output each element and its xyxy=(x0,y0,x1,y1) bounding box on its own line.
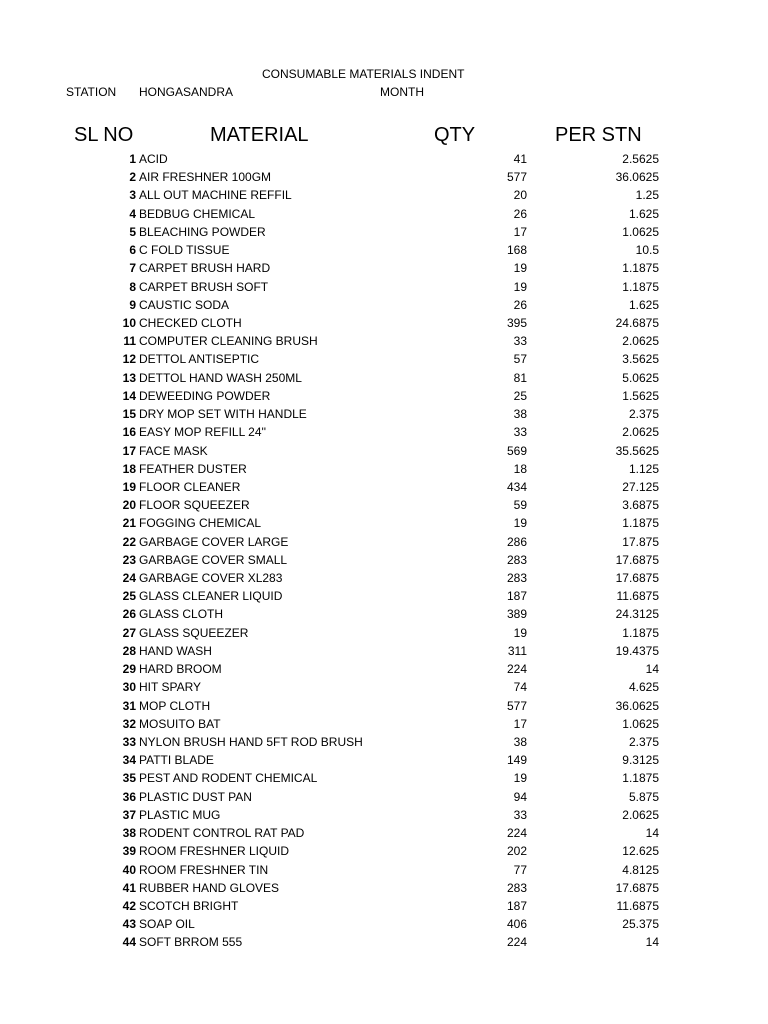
per-stn-cell: 10.5 xyxy=(635,243,659,258)
sl-no-cell: 19 xyxy=(122,479,136,494)
material-cell: C FOLD TISSUE xyxy=(139,243,230,258)
per-stn-cell: 1.1875 xyxy=(622,516,659,531)
table-row xyxy=(0,478,768,496)
material-cell: DEWEEDING POWDER xyxy=(139,388,271,403)
table-row xyxy=(0,223,768,241)
table-row xyxy=(0,278,768,296)
qty-cell: 224 xyxy=(506,935,527,950)
per-stn-cell: 12.625 xyxy=(622,844,659,859)
qty-cell: 26 xyxy=(513,297,527,312)
per-stn-cell: 1.1875 xyxy=(622,279,659,294)
material-cell: EASY MOP REFILL 24'' xyxy=(139,425,267,440)
sl-no-cell: 12 xyxy=(122,352,136,367)
sl-no-cell: 36 xyxy=(122,789,136,804)
table-row xyxy=(0,933,768,951)
qty-cell: 17 xyxy=(513,224,527,239)
per-stn-cell: 35.5625 xyxy=(615,443,659,458)
per-stn-cell: 36.0625 xyxy=(615,698,659,713)
sl-no-cell: 21 xyxy=(122,516,136,531)
sl-no-cell: 34 xyxy=(122,753,136,768)
qty-cell: 81 xyxy=(513,370,527,385)
material-cell: FEATHER DUSTER xyxy=(139,461,247,476)
table-row xyxy=(0,897,768,915)
per-stn-cell: 4.625 xyxy=(628,680,659,695)
table-row xyxy=(0,587,768,605)
qty-cell: 224 xyxy=(506,826,527,841)
qty-cell: 19 xyxy=(513,771,527,786)
table-row xyxy=(0,678,768,696)
table-row xyxy=(0,806,768,824)
station-value: HONGASANDRA xyxy=(139,85,234,99)
per-stn-cell: 1.1875 xyxy=(622,625,659,640)
per-stn-cell: 17.6875 xyxy=(615,880,659,895)
table-row xyxy=(0,442,768,460)
sl-no-cell: 33 xyxy=(122,735,136,749)
qty-cell: 26 xyxy=(513,206,527,221)
qty-cell: 33 xyxy=(513,807,527,822)
per-stn-cell: 24.6875 xyxy=(615,315,659,330)
material-cell: BEDBUG CHEMICAL xyxy=(139,206,256,221)
per-stn-cell: 17.6875 xyxy=(615,552,659,567)
table-row xyxy=(0,715,768,733)
station-label: STATION xyxy=(66,85,117,99)
per-stn-cell: 36.0625 xyxy=(615,170,659,185)
sl-no-cell: 13 xyxy=(122,370,136,385)
header-per-stn: PER STN xyxy=(555,124,642,146)
per-stn-cell: 1.125 xyxy=(628,461,659,476)
sl-no-cell: 5 xyxy=(129,224,136,239)
table-row xyxy=(0,259,768,277)
sl-no-cell: 39 xyxy=(122,844,136,859)
qty-cell: 19 xyxy=(513,625,527,640)
table-row xyxy=(0,387,768,405)
table-row xyxy=(0,405,768,423)
material-cell: ROOM FRESHNER LIQUID xyxy=(139,844,290,859)
per-stn-cell: 1.0625 xyxy=(622,224,659,239)
material-cell: DETTOL ANTISEPTIC xyxy=(139,352,260,367)
sl-no-cell: 25 xyxy=(122,589,136,604)
material-cell: DRY MOP SET WITH HANDLE xyxy=(139,407,307,422)
per-stn-cell: 27.125 xyxy=(622,479,659,494)
material-cell: SOFT BRROM 555 xyxy=(139,935,243,950)
sl-no-cell: 1 xyxy=(129,152,136,166)
sl-no-cell: 17 xyxy=(122,443,136,458)
table-row xyxy=(0,861,768,879)
per-stn-cell: 4.8125 xyxy=(622,862,659,877)
per-stn-cell: 2.375 xyxy=(628,407,659,422)
month-label: MONTH xyxy=(380,85,424,99)
table-row xyxy=(0,332,768,350)
material-cell: HAND WASH xyxy=(139,643,212,658)
material-cell: MOSUITO BAT xyxy=(139,716,221,731)
qty-cell: 286 xyxy=(506,534,527,549)
qty-cell: 59 xyxy=(513,498,527,513)
qty-cell: 77 xyxy=(513,862,527,877)
qty-cell: 38 xyxy=(513,407,527,422)
per-stn-cell: 3.5625 xyxy=(622,352,659,367)
qty-cell: 577 xyxy=(506,170,527,185)
materials-table xyxy=(0,150,768,952)
qty-cell: 406 xyxy=(506,917,527,932)
material-cell: HARD BROOM xyxy=(139,662,222,677)
sl-no-cell: 10 xyxy=(122,315,136,330)
material-cell: BLEACHING POWDER xyxy=(139,224,266,239)
table-row xyxy=(0,733,768,751)
material-cell: ROOM FRESHNER TIN xyxy=(139,862,269,877)
per-stn-cell: 19.4375 xyxy=(615,643,659,658)
material-cell: FACE MASK xyxy=(139,443,208,458)
sl-no-cell: 38 xyxy=(122,826,136,841)
per-stn-cell: 14 xyxy=(645,935,659,950)
table-row xyxy=(0,642,768,660)
material-cell: ACID xyxy=(139,152,168,166)
sl-no-cell: 15 xyxy=(122,407,136,422)
table-row xyxy=(0,533,768,551)
qty-cell: 41 xyxy=(513,152,527,166)
material-cell: MOP CLOTH xyxy=(139,698,211,713)
sl-no-cell: 30 xyxy=(122,680,136,695)
qty-cell: 149 xyxy=(506,753,527,768)
table-row xyxy=(0,296,768,314)
per-stn-cell: 25.375 xyxy=(622,917,659,932)
material-cell: PEST AND RODENT CHEMICAL xyxy=(139,771,318,786)
sl-no-cell: 26 xyxy=(122,607,136,622)
table-row xyxy=(0,551,768,569)
material-cell: PATTI BLADE xyxy=(139,753,214,768)
table-row xyxy=(0,660,768,678)
material-cell: CHECKED CLOTH xyxy=(139,315,242,330)
table-row xyxy=(0,824,768,842)
sl-no-cell: 9 xyxy=(129,297,136,312)
qty-cell: 283 xyxy=(506,880,527,895)
material-cell: NYLON BRUSH HAND 5FT ROD BRUSH xyxy=(139,735,363,749)
table-row xyxy=(0,769,768,787)
table-row xyxy=(0,569,768,587)
per-stn-cell: 1.1875 xyxy=(622,261,659,276)
per-stn-cell: 11.6875 xyxy=(616,898,659,913)
per-stn-cell: 1.625 xyxy=(628,206,659,221)
sl-no-cell: 35 xyxy=(122,771,136,786)
sl-no-cell: 18 xyxy=(122,461,136,476)
qty-cell: 202 xyxy=(506,844,527,859)
sl-no-cell: 40 xyxy=(122,862,136,877)
qty-cell: 187 xyxy=(506,898,527,913)
qty-cell: 19 xyxy=(513,279,527,294)
table-row xyxy=(0,350,768,368)
sl-no-cell: 43 xyxy=(122,917,136,932)
sl-no-cell: 7 xyxy=(129,261,136,276)
per-stn-cell: 24.3125 xyxy=(615,607,659,622)
table-row xyxy=(0,697,768,715)
qty-cell: 74 xyxy=(513,680,527,695)
material-cell: PLASTIC MUG xyxy=(139,807,221,822)
table-row xyxy=(0,423,768,441)
table-row xyxy=(0,369,768,387)
table-row xyxy=(0,460,768,478)
per-stn-cell: 2.0625 xyxy=(622,425,659,440)
table-row xyxy=(0,150,768,168)
qty-cell: 569 xyxy=(506,443,527,458)
sl-no-cell: 14 xyxy=(122,388,136,403)
per-stn-cell: 1.25 xyxy=(635,188,659,203)
sl-no-cell: 27 xyxy=(122,625,136,640)
sl-no-cell: 11 xyxy=(123,334,136,349)
sl-no-cell: 6 xyxy=(129,243,136,258)
table-row xyxy=(0,915,768,933)
sl-no-cell: 37 xyxy=(122,807,136,822)
table-row xyxy=(0,842,768,860)
qty-cell: 389 xyxy=(506,607,527,622)
per-stn-cell: 11.6875 xyxy=(616,589,659,604)
material-cell: COMPUTER CLEANING BRUSH xyxy=(139,334,318,349)
material-cell: RUBBER HAND GLOVES xyxy=(139,880,280,895)
sl-no-cell: 16 xyxy=(122,425,136,440)
material-cell: SCOTCH BRIGHT xyxy=(139,898,239,913)
table-row xyxy=(0,751,768,769)
sl-no-cell: 22 xyxy=(122,534,136,549)
per-stn-cell: 14 xyxy=(645,662,659,677)
sl-no-cell: 23 xyxy=(122,552,136,567)
header-material: MATERIAL xyxy=(210,124,309,146)
qty-cell: 168 xyxy=(506,243,527,258)
per-stn-cell: 2.0625 xyxy=(622,334,659,349)
qty-cell: 395 xyxy=(506,315,527,330)
table-row xyxy=(0,186,768,204)
qty-cell: 18 xyxy=(513,461,527,476)
material-cell: GLASS CLEANER LIQUID xyxy=(139,589,283,604)
material-cell: FLOOR CLEANER xyxy=(139,479,241,494)
material-cell: CARPET BRUSH HARD xyxy=(139,261,271,276)
qty-cell: 33 xyxy=(513,334,527,349)
table-row xyxy=(0,624,768,642)
qty-cell: 434 xyxy=(506,479,527,494)
table-row xyxy=(0,496,768,514)
per-stn-cell: 2.375 xyxy=(628,735,659,749)
table-row xyxy=(0,788,768,806)
material-cell: ALL OUT MACHINE REFFIL xyxy=(139,188,292,203)
per-stn-cell: 9.3125 xyxy=(622,753,659,768)
sl-no-cell: 2 xyxy=(129,170,136,185)
qty-cell: 38 xyxy=(513,735,527,749)
table-row xyxy=(0,205,768,223)
per-stn-cell: 2.5625 xyxy=(622,152,659,166)
qty-cell: 94 xyxy=(513,789,527,804)
material-cell: GLASS SQUEEZER xyxy=(139,625,249,640)
per-stn-cell: 3.6875 xyxy=(622,498,659,513)
qty-cell: 57 xyxy=(513,352,527,367)
header-qty: QTY xyxy=(434,124,476,146)
qty-cell: 283 xyxy=(506,571,527,586)
material-cell: FLOOR SQUEEZER xyxy=(139,498,250,513)
sl-no-cell: 3 xyxy=(129,188,136,203)
sl-no-cell: 32 xyxy=(122,716,136,731)
material-cell: PLASTIC DUST PAN xyxy=(139,789,252,804)
table-row xyxy=(0,314,768,332)
sl-no-cell: 8 xyxy=(129,279,136,294)
qty-cell: 19 xyxy=(513,516,527,531)
table-row xyxy=(0,879,768,897)
table-row xyxy=(0,241,768,259)
sl-no-cell: 42 xyxy=(122,898,136,913)
sl-no-cell: 20 xyxy=(122,498,136,513)
sl-no-cell: 31 xyxy=(122,698,136,713)
qty-cell: 25 xyxy=(513,388,527,403)
sl-no-cell: 29 xyxy=(122,662,136,677)
table-row xyxy=(0,168,768,186)
sl-no-cell: 41 xyxy=(122,880,136,895)
material-cell: CARPET BRUSH SOFT xyxy=(139,279,269,294)
per-stn-cell: 1.0625 xyxy=(622,716,659,731)
qty-cell: 577 xyxy=(506,698,527,713)
sl-no-cell: 44 xyxy=(122,935,136,950)
material-cell: AIR FRESHNER 100GM xyxy=(139,170,272,185)
qty-cell: 311 xyxy=(507,643,527,658)
qty-cell: 19 xyxy=(513,261,527,276)
per-stn-cell: 5.0625 xyxy=(622,370,659,385)
header-sl-no: SL NO xyxy=(74,124,134,146)
material-cell: SOAP OIL xyxy=(139,917,195,932)
sl-no-cell: 24 xyxy=(122,571,136,586)
per-stn-cell: 1.5625 xyxy=(622,388,659,403)
per-stn-cell: 17.6875 xyxy=(615,571,659,586)
per-stn-cell: 2.0625 xyxy=(622,807,659,822)
material-cell: RODENT CONTROL RAT PAD xyxy=(139,826,305,841)
material-cell: GARBAGE COVER XL283 xyxy=(139,571,283,586)
per-stn-cell: 1.1875 xyxy=(622,771,659,786)
per-stn-cell: 1.625 xyxy=(628,297,659,312)
sl-no-cell: 28 xyxy=(122,643,136,658)
qty-cell: 187 xyxy=(506,589,527,604)
material-cell: DETTOL HAND WASH 250ML xyxy=(139,370,302,385)
per-stn-cell: 14 xyxy=(645,826,659,841)
per-stn-cell: 5.875 xyxy=(628,789,659,804)
material-cell: GARBAGE COVER SMALL xyxy=(139,552,288,567)
table-row xyxy=(0,605,768,623)
document-title: CONSUMABLE MATERIALS INDENT xyxy=(262,67,465,81)
per-stn-cell: 17.875 xyxy=(622,534,659,549)
qty-cell: 20 xyxy=(513,188,527,203)
qty-cell: 17 xyxy=(513,716,527,731)
material-cell: GLASS CLOTH xyxy=(139,607,224,622)
qty-cell: 224 xyxy=(506,662,527,677)
sl-no-cell: 4 xyxy=(129,206,136,221)
qty-cell: 33 xyxy=(513,425,527,440)
material-cell: HIT SPARY xyxy=(139,680,202,695)
material-cell: GARBAGE COVER LARGE xyxy=(139,534,289,549)
qty-cell: 283 xyxy=(506,552,527,567)
material-cell: FOGGING CHEMICAL xyxy=(139,516,262,531)
material-cell: CAUSTIC SODA xyxy=(139,297,230,312)
table-row xyxy=(0,514,768,532)
